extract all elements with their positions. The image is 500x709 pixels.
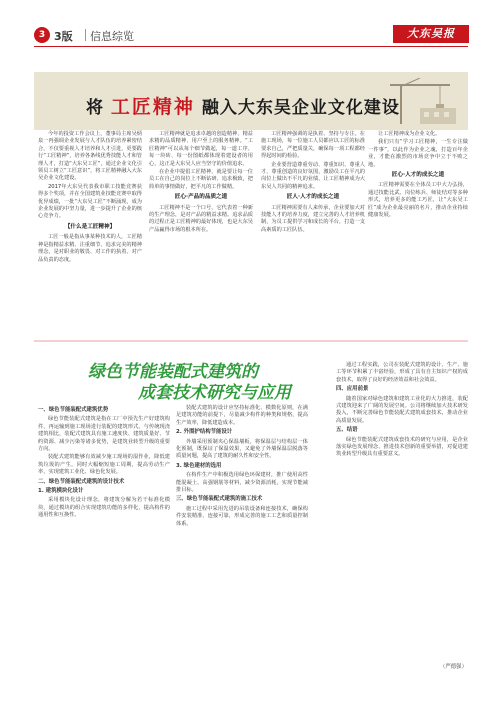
subheading: 3. 绿色建材的选用 xyxy=(176,462,222,469)
paragraph: 2017年大东吴代表我市职工技能竞赛获得多个奖项，并在全国建筑业技能竞赛中取得优异成绩，一批“大东吴工匠”不断涌现，成为企业发展的中坚力量，进一步提升了企业的核心竞争力。 xyxy=(38,183,142,220)
article1-column-4 xyxy=(368,131,468,220)
paragraph: 企业要营造尊重劳动、尊重知识、尊重人才、尊重创造的良好氛围，激励员工在平凡的岗位上做出不平凡的业绩，让工匠精神成为大东吴人共同的精神追求。 xyxy=(261,161,365,190)
page-header xyxy=(0,0,500,42)
article2-column-1 xyxy=(38,405,170,521)
article1-title-prefix: 将 xyxy=(86,98,104,118)
paragraph: 今年的投资工作会议上，董事局主席吴炳泉一再强调企业发展与人才队伍的培养紧密结合，不仅要重视人才培养和人才引进，更要践行“工匠精神”，培养各条线优秀技能人才和管理人才，打造“大东吴工匠”，通过企业文化引领员工树立“工匠意识”，将工匠精神融入大东吴企业文化建设。 xyxy=(38,131,142,182)
paragraph: 外墙采用预制夹心保温墙板，将保温层与结构层一体化预制，既保证了保温效果，又避免了外墙保温层脱落等质量问题，提高了建筑的耐久性和安全性。 xyxy=(176,438,308,460)
paragraph: 装配式建筑的设计应坚持标准化、模数化原则，在满足建筑功能的前提下，尽量减少构件的种类和规格，提高生产效率，降低建造成本。 xyxy=(176,405,308,426)
subheading: 2. 外围护结构节能设计 xyxy=(176,429,233,436)
paragraph: 装配式建筑能够有效减少施工现场的湿作业，降低建筑垃圾的产生，同时大幅缩短施工周期，提高劳动生产率，实现建筑工业化、绿色化发展。 xyxy=(38,454,170,476)
article2-title-line1: 绿色节能装配式建筑的 xyxy=(88,362,258,382)
subheading: 四、应用前景 xyxy=(336,386,369,393)
paragraph: 工匠精神就是追求卓越的创造精神、精益求精的品质精神、用户至上的服务精神。“工匠精神”可以从每个细节做起，每一道工序、每一块砖、每一份图纸都体现着建设者的用心，这正是大东吴人应当坚守的价值追求。 xyxy=(149,131,253,167)
paragraph: 绿色节能装配式建筑成套技术的研究与应用，是企业落实绿色发展理念、推进技术创新的重要举措，对促进建筑业转型升级具有重要意义。 xyxy=(336,436,468,458)
paragraph: 工匠精神不是一个口号，它代表着一种新的生产理念，是对产品的精益求精。追求品质的过程正是工匠精神的最好体现，也是大东吴产品赢得市场的根本所在。 xyxy=(149,204,253,233)
newspaper-logo: 大东吴报 xyxy=(393,25,469,43)
subheading: 匠心·人才的成长之道 xyxy=(391,172,445,179)
article1-title-rest: 融入大东吴企业文化建设 xyxy=(201,98,400,118)
article2-column-3 xyxy=(336,362,468,460)
subheading: 五、结语 xyxy=(336,427,358,434)
article1-banner xyxy=(34,72,468,130)
subheading: 匠心·产品的品质之道 xyxy=(174,194,228,201)
article1-title xyxy=(86,92,400,119)
article-divider xyxy=(34,340,468,342)
subheading: 1. 建筑模块化设计 xyxy=(38,488,84,495)
article2-author: （严德强） xyxy=(440,664,467,670)
paragraph: 采用模块化设计理念，将建筑分解为若干标准化模块，通过模块的组合实现建筑功能的多样化，提高构件的通用性和互换性。 xyxy=(38,497,170,519)
paragraph: 让工匠精神成为企业文化。 xyxy=(378,131,441,137)
crane-illustration xyxy=(390,78,460,124)
edition-label: 3版 xyxy=(54,30,73,43)
article2-title xyxy=(88,362,328,404)
paragraph: 施工过程中采用先进的吊装设备和连接技术，确保构件安装精准、连接可靠，形成完善的施工工艺和质量控制体系。 xyxy=(176,505,308,527)
paragraph: 工匠精神需要在全体员工中大力弘扬，通过技能比武、岗位练兵、师徒结对等多种形式，培养更多的能工巧匠，让“大东吴工匠”成为企业最亮丽的名片，推动企业持续健康发展。 xyxy=(368,182,468,219)
paragraph: 工匠精神需要有人来传承，企业要加大对技能人才的培养力度，建立完善的人才培养机制，为员工提供学习和成长的平台，打造一支高素质的工匠队伍。 xyxy=(261,204,365,233)
article2-column-2 xyxy=(176,405,308,529)
article2-title-line2: 成套技术研究与应用 xyxy=(138,383,291,403)
article1-title-highlight: 工匠精神 xyxy=(110,96,195,118)
header-separator xyxy=(85,29,86,41)
article1-column-1 xyxy=(38,131,142,265)
subheading: 三、绿色节能装配式建筑的施工技术 xyxy=(176,496,263,503)
subheading: 二、绿色节能装配式建筑的设计技术 xyxy=(38,478,125,485)
paragraph: 随着国家对绿色建筑和建筑工业化的大力推进，装配式建筑迎来了广阔的发展空间。公司将继续加大技术研发投入，不断完善绿色节能装配式建筑成套技术，推动企业高质量发展。 xyxy=(336,395,468,424)
subheading: 一、绿色节能装配式建筑优势 xyxy=(38,407,109,413)
article1-column-3 xyxy=(261,131,365,235)
subheading: 匠人·人才的成长之道 xyxy=(286,194,340,201)
section-name: 信息综览 xyxy=(90,30,134,43)
paragraph: 工匠一般是指从事某种技术的人，工匠精神是指精益求精、注重细节、追求完美的精神理念，是对职业的敬畏、对工作的执着、对产品负责的态度。 xyxy=(38,234,142,263)
edition-number-badge: 3 xyxy=(34,27,50,43)
paragraph: 我们只有“学习工匠精神，一生专注做一件事”，以此作为企业之魂，打造百年企业，才能在激烈的市场竞争中立于不败之地。 xyxy=(368,139,468,168)
paragraph: 在企业中提倡工匠精神，就是要让每一位员工在自己的岗位上不断钻研、追求极致，把简单的事情做好，把平凡的工作做精。 xyxy=(149,169,253,190)
paragraph: 绿色节能装配式建筑是指在工厂中预先生产好建筑构件，再运输到施工现场进行装配的建筑形式。与传统现浇建筑相比，装配式建筑具有施工速度快、建筑质量好、节约资源、减少污染等诸多优势，是建筑业转型升级的重要方向。 xyxy=(38,416,170,453)
article1-column-2 xyxy=(149,131,253,235)
subheading: 【什么是工匠精神】 xyxy=(64,223,116,230)
paragraph: 在构件生产中积极选用绿色环保建材，推广使用高性能混凝土、高强钢筋等材料，减少资源消耗，实现节能减排目标。 xyxy=(176,472,308,494)
paragraph: 工匠精神强调的是执着、坚持与专注。在施工现场，每一位施工人员都应以工匠的标准要求自己，严把质量关，确保每一项工程都经得起时间的检验。 xyxy=(261,131,365,160)
paragraph: 通过工程实践，公司在装配式建筑的设计、生产、施工等环节积累了丰富经验，形成了具有自主知识产权的成套技术，取得了良好的经济效益和社会效益。 xyxy=(336,362,468,383)
header-rule xyxy=(34,46,468,47)
